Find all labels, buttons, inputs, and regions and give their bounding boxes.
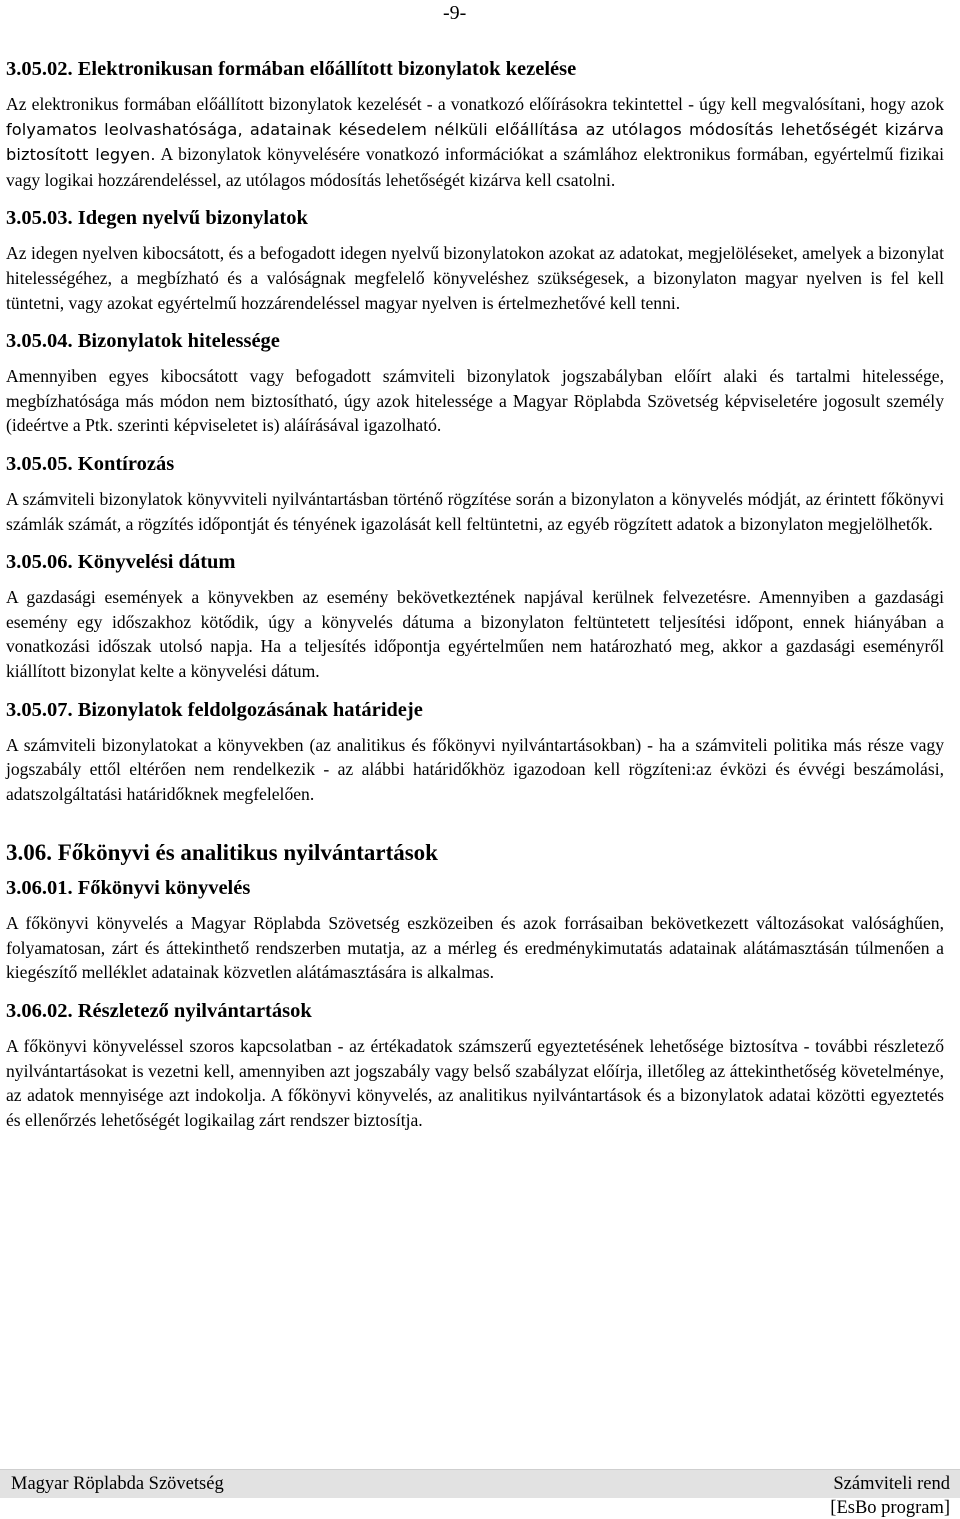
section-general-ledger [6, 875, 944, 985]
section-paragraph: A számviteli bizonylatok könyvviteli nyilvántartásban történő rögzítése során a bizonylaton a könyvelés módját, az érintett főkönyvi számlák számát, a rögzítés időpontját és tényének igazolását kell feltüntetni, az egyéb rögzített adatok a bizonylaton megjelölhetők. [6, 488, 944, 534]
footer-document-title: Számviteli rend [833, 1474, 950, 1494]
page-number: -9- [443, 2, 467, 24]
section-paragraph: Amennyiben egyes kibocsátott vagy befogadott számviteli bizonylatok jogszabályban előírt alaki és tartalmi hitelessége, megbízhatósága más módon nem biztosítható, úgy azok hitelessége a Magyar Röplabda Szövetség képviseletére jogosult személy (ideértve a Ptk. szerinti képviseletet is) aláírásával igazolható. [6, 366, 944, 436]
section-paragraph: Az idegen nyelven kibocsátott, és a befogadott idegen nyelvű bizonylatokon azokat az adatokat, megjelöléseket, amelyek a bizonylat hitelességéhez, a megbízható és a valóságnak megfelelő könyveléshez szükségesek, a bizonylaton magyar nyelven is fel kell tüntetni, vagy azokat egyértelmű hozzárendeléssel magyar nyelven is értelmezhetővé kell tenni. [6, 243, 944, 313]
section-account-coding [6, 451, 944, 536]
section-ledger-records [6, 839, 944, 867]
section-foreign-language [6, 205, 944, 315]
section-heading: 3.05.05. Kontírozás [6, 452, 175, 475]
section-electronic-documents [6, 56, 944, 192]
spacer [6, 819, 944, 839]
footer-program-note: [EsBo program] [830, 1498, 950, 1518]
section-heading: 3.05.02. Elektronikusan formában előállított bizonylatok kezelése [6, 58, 577, 80]
document-body [6, 56, 944, 1145]
section-heading: 3.06.02. Részletező nyilvántartások [6, 1000, 312, 1023]
paragraph-text: A bizonylatok könyvelésére vonatkozó információkat a számlához elektronikus formában, egyértelmű fizikai vagy logikai hozzárendeléssel, az utólagos módosítás lehetőségét kizárva kell csatolni. [6, 144, 944, 190]
section-paragraph: A főkönyvi könyveléssel szoros kapcsolatban - az értékadatok számszerű egyeztetésének lehetősége biztosítva - további részletező nyilvántartásokat is vezetni kell, amennyiben azt jogszabály vagy belső szabályzat előírja, illetőleg az áttekinthetőség követelménye, az adatok mennyisége azt indokolja. A főkönyvi könyvelés, az analitikus nyilvántartások és a bizonylatok adatai közötti egyeztetés és ellenőrzés lehetőségét logikailag zárt rendszer biztosítja. [6, 1036, 944, 1130]
section-heading: 3.05.04. Bizonylatok hitelessége [6, 330, 280, 353]
paragraph-text-sans: folyamatos leolvashatósága, adatainak késedelem nélküli előállítása az utólagos módosítás lehetőségét kizárva biztosított legyen. [6, 119, 944, 165]
section-paragraph: A gazdasági események a könyvekben az esemény bekövetkeztének napjával kerülnek felvezetésre. Amennyiben a gazdasági esemény egy időszakhoz kötődik, úgy a könyvelés dátuma a bizonylaton feltüntetett teljesítési időpont, ennek hiányában a vonatkozási időszak utolsó napja. Ha a teljesítés időpontja egyértelműen nem határozható meg, akkor a gazdasági eseményről kiállított bizonylat kelte a könyvelési dátum. [6, 587, 944, 681]
section-booking-date [6, 549, 944, 683]
chapter-heading: 3.06. Főkönyvi és analitikus nyilvántartások [6, 840, 438, 866]
section-paragraph: A számviteli bizonylatokat a könyvekben (az analitikus és főkönyvi nyilvántartásokban) - ha a számviteli politika más része vagy jogszabály ettől eltérően nem rendelkezik - az alábbi határidőkhöz igazodoan kell rögzíteni:az évközi és évvégi beszámolási, adatszolgáltatási határidőknek megfelelően. [6, 734, 944, 804]
section-paragraph [6, 92, 944, 192]
section-heading: 3.05.03. Idegen nyelvű bizonylatok [6, 207, 308, 230]
section-heading: 3.05.06. Könyvelési dátum [6, 551, 236, 574]
section-paragraph: A főkönyvi könyvelés a Magyar Röplabda Szövetség eszközeiben és azok forrásaiban bekövetkezett változásokat valósághűen, folyamatosan, zárt és áttekinthető rendszerben mutatja, az a mérleg és eredménykimutatás adatainak alátámasztásán túlmenően a kiegészítő melléklet adatainak közvetlen alátámasztására is alkalmas. [6, 913, 944, 983]
section-authenticity [6, 328, 944, 438]
section-detailed-records [6, 998, 944, 1132]
section-heading: 3.05.07. Bizonylatok feldolgozásának határideje [6, 698, 423, 721]
page-footer [0, 1469, 960, 1498]
section-heading: 3.06.01. Főkönyvi könyvelés [6, 877, 251, 900]
paragraph-text: Az elektronikus formában előállított bizonylatok kezelését - a vonatkozó előírásokra tekintettel - úgy kell megvalósítani, hogy azok [6, 94, 944, 114]
footer-organization: Magyar Röplabda Szövetség [11, 1474, 224, 1494]
section-processing-deadline [6, 697, 944, 807]
